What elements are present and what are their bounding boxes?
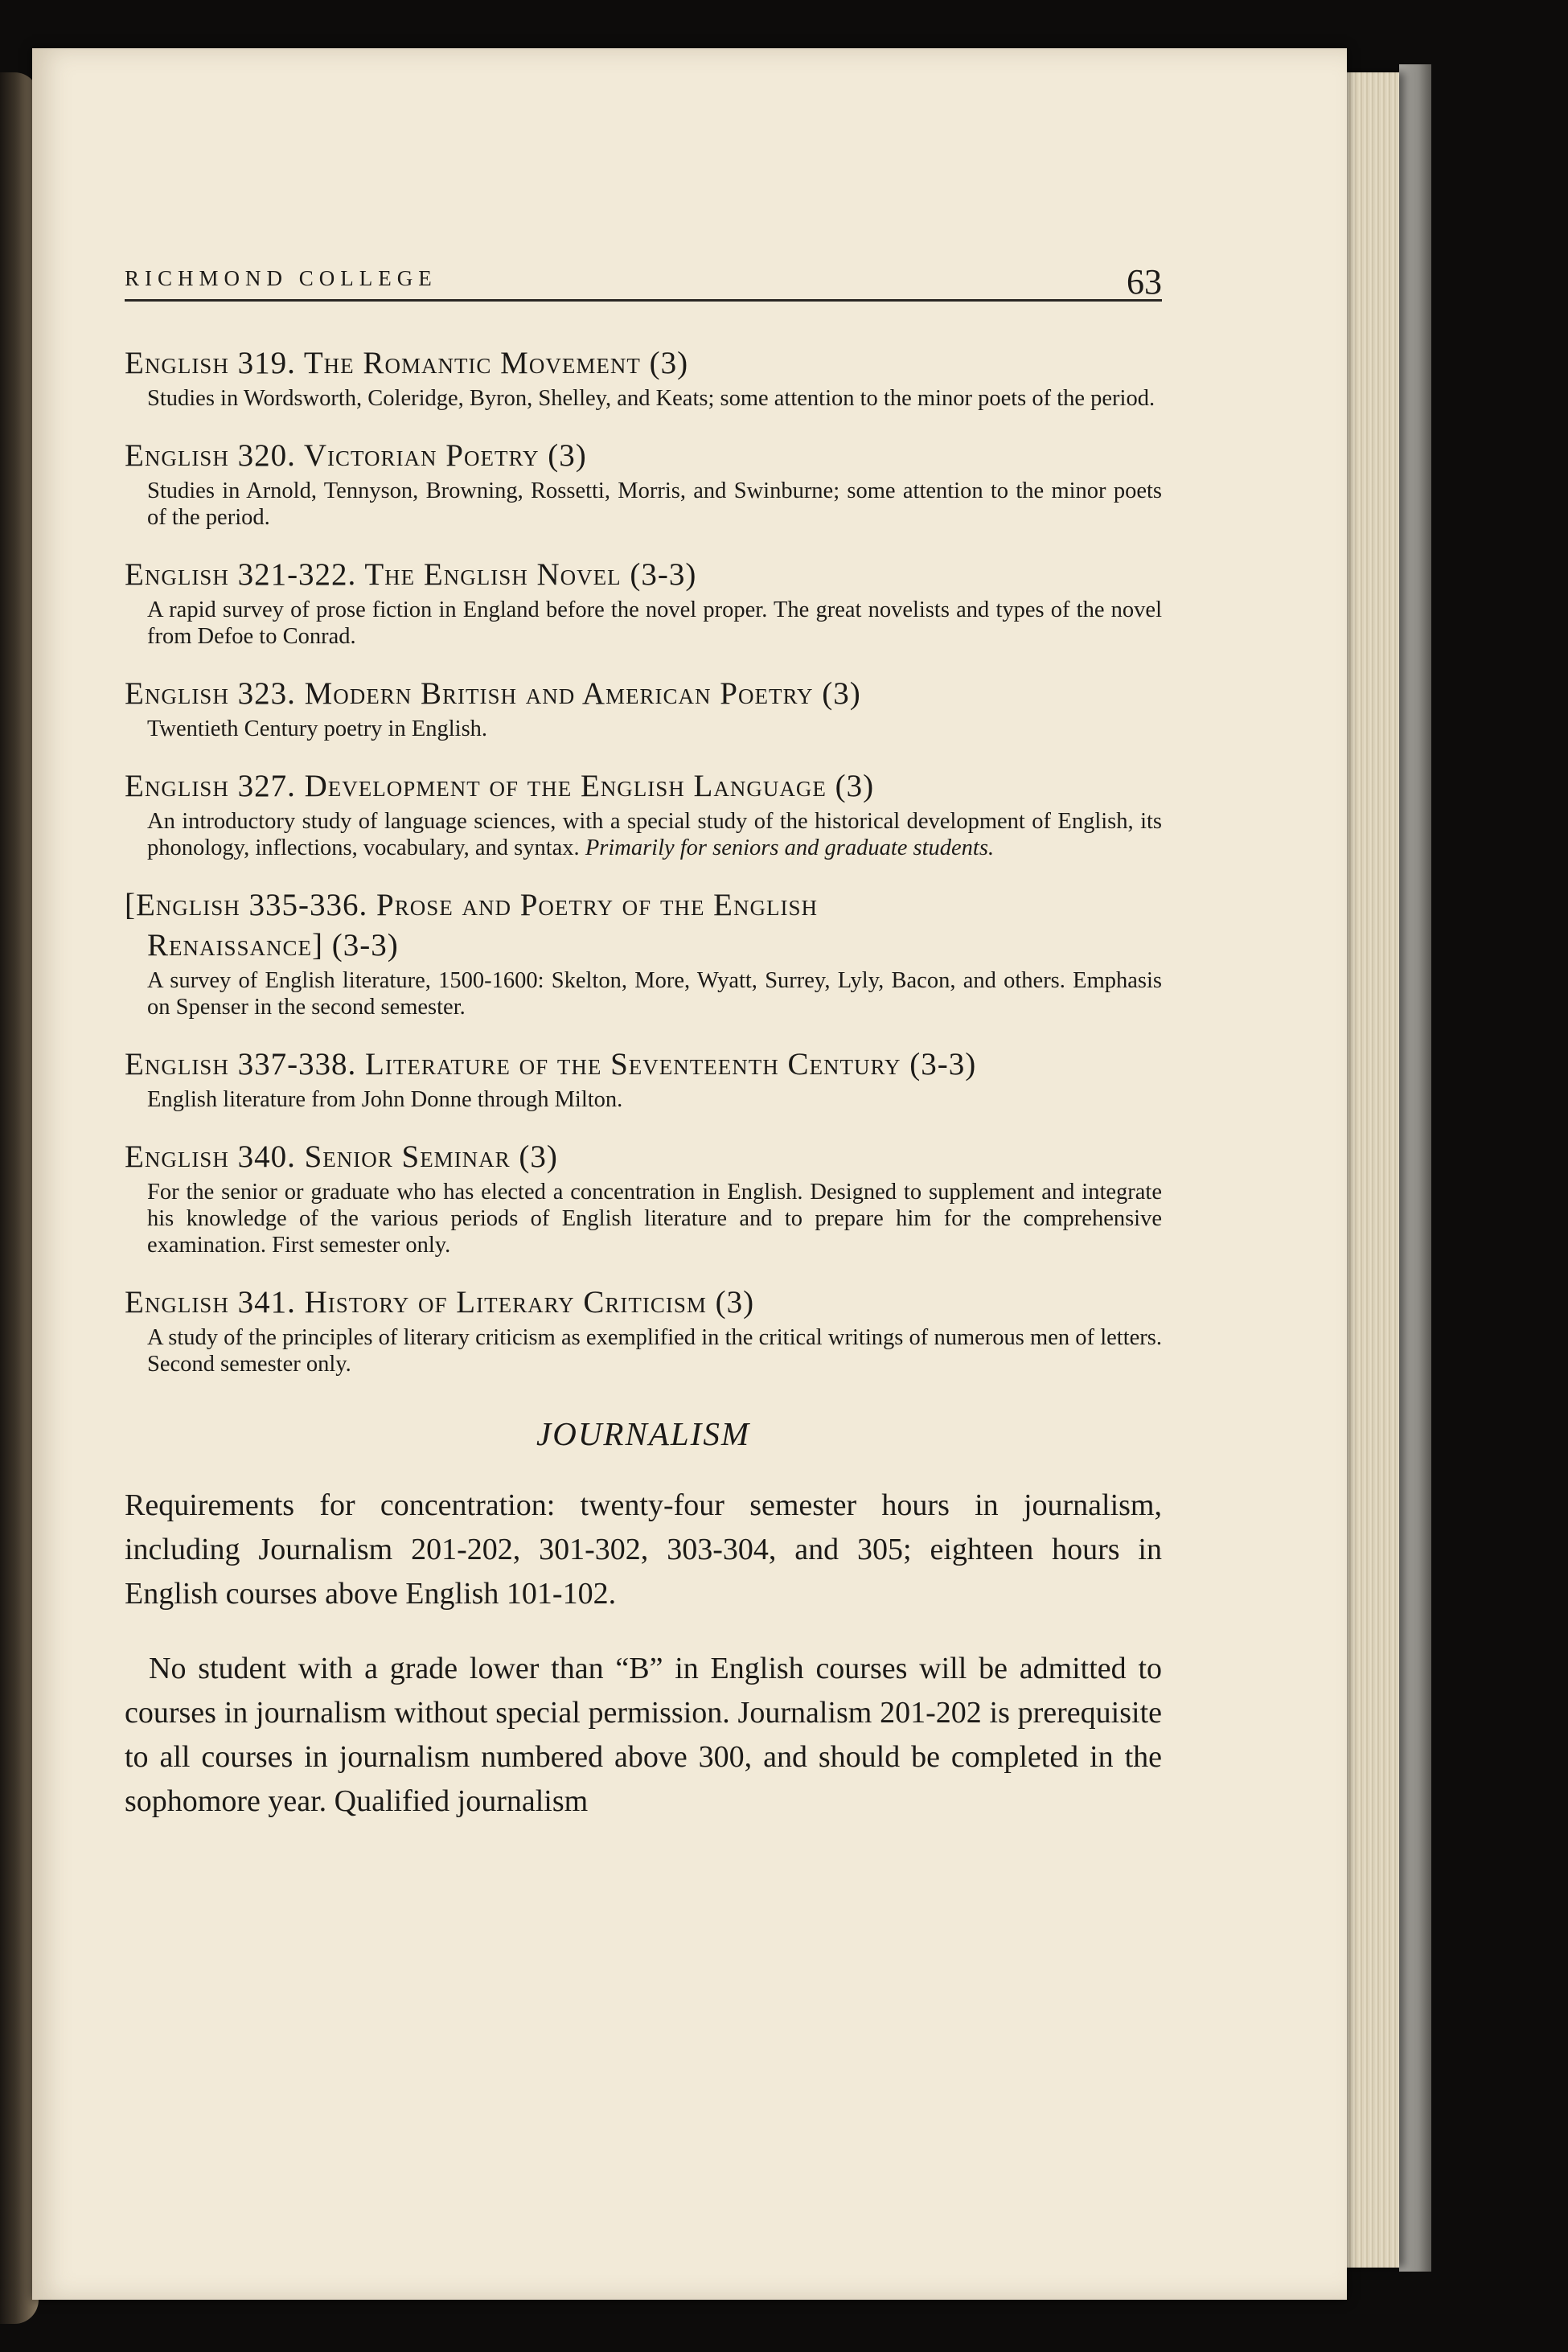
- journalism-requirements-paragraph: Requirements for concentration: twenty-four semester hours in journalism, including Journalism 201-202, 301-302, 303-304, and 305; eighteen hours in English courses above English 101-102.: [125, 1488, 1162, 1611]
- course-title: English 321-322. The English Novel (3-3): [125, 557, 697, 592]
- course-entry: [125, 1045, 1162, 1113]
- running-head: [125, 241, 1162, 302]
- course-title: English 340. Senior Seminar (3): [125, 1139, 558, 1174]
- course-title: [125, 885, 1162, 966]
- description-text: An introductory study of language sciences, with a special study of the historical development of English, its phonology, inflections, vocabulary, and syntax.: [147, 809, 1162, 860]
- course-description: Studies in Arnold, Tennyson, Browning, Rossetti, Morris, and Swinburne; some attention to the minor poets of the period.: [147, 478, 1162, 530]
- course-entry: [125, 1137, 1162, 1258]
- course-entry: [125, 436, 1162, 531]
- course-entry: [125, 766, 1162, 861]
- course-entry: [125, 885, 1162, 1020]
- course-title: English 323. Modern British and American Poetry (3): [125, 676, 861, 711]
- course-title: English 337-338. Literature of the Seventeenth Century (3-3): [125, 1047, 977, 1082]
- course-entry: [125, 555, 1162, 650]
- course-title-line-2: Renaissance] (3-3): [147, 928, 399, 963]
- course-title-line-1: [English 335-336. Prose and Poetry of the English: [125, 888, 819, 922]
- course-description: For the senior or graduate who has elected a concentration in English. Designed to supplement and integrate his knowledge of the various periods of English literature and to prepare him for the comprehensive examination. First semester only.: [147, 1180, 1162, 1258]
- course-title: English 319. The Romantic Movement (3): [125, 346, 689, 380]
- page: [32, 48, 1347, 2300]
- section-title-journalism: JOURNALISM: [536, 1415, 750, 1452]
- course-description: English literature from John Donne through Milton.: [147, 1087, 623, 1112]
- course-title: English 320. Victorian Poetry (3): [125, 438, 587, 473]
- course-entry: [125, 1283, 1162, 1377]
- course-entry: [125, 343, 1162, 412]
- page-number: 63: [1127, 262, 1162, 302]
- journalism-admission-paragraph: No student with a grade lower than “B” in English courses will be admitted to courses in journalism without special permission. Journalism 201-202 is prerequisite to all courses in journalism numbered above 300, and should be completed in the sophomore year. Qualified journalism: [125, 1652, 1162, 1818]
- course-description: [125, 808, 1162, 861]
- college-name: RICHMOND COLLEGE: [125, 266, 437, 290]
- course-description: A survey of English literature, 1500-1600: Skelton, More, Wyatt, Surrey, Lyly, Bacon, and others. Emphasis on Spenser in the second semester.: [147, 968, 1162, 1020]
- course-title: English 341. History of Literary Criticism (3): [125, 1285, 755, 1320]
- course-title: English 327. Development of the English Language (3): [125, 769, 875, 803]
- course-entry: [125, 674, 1162, 742]
- course-list: [125, 343, 1162, 1377]
- page-content: [125, 241, 1162, 1832]
- course-note: Primarily for seniors and graduate students.: [585, 835, 995, 860]
- book-cover-edge: [1399, 64, 1431, 2272]
- course-description: A study of the principles of literary criticism as exemplified in the critical writings of numerous men of letters. Second semester only.: [147, 1325, 1162, 1377]
- course-description: A rapid survey of prose fiction in England before the novel proper. The great novelists and types of the novel from Defoe to Conrad.: [147, 597, 1162, 649]
- course-description: Twentieth Century poetry in English.: [147, 716, 488, 741]
- course-description: Studies in Wordsworth, Coleridge, Byron, Shelley, and Keats; some attention to the minor poets of the period.: [147, 386, 1155, 411]
